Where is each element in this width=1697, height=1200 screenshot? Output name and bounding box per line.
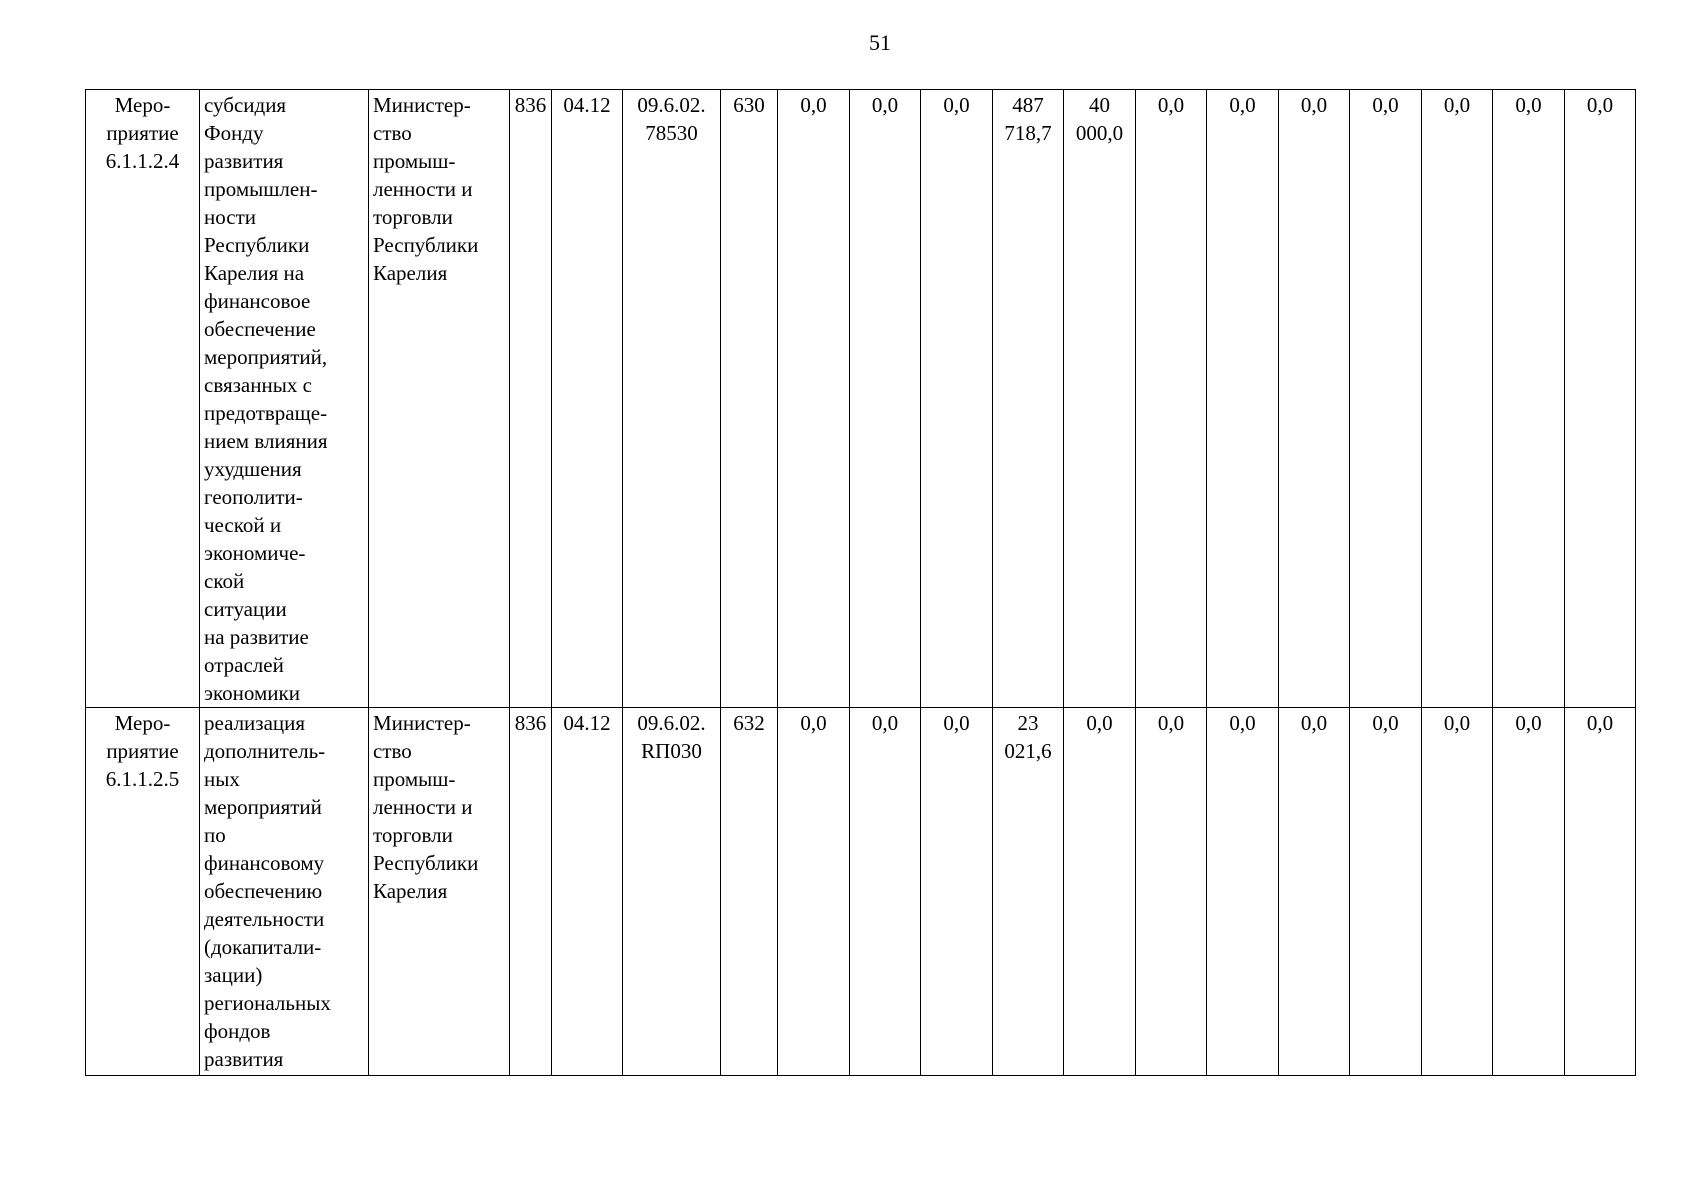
rzpr-cell: 04.12: [552, 90, 623, 708]
value-cell: 0,0: [1350, 708, 1422, 1076]
value-cell: 0,0: [1279, 90, 1350, 708]
value-cell: 0,0: [1064, 708, 1136, 1076]
grbs-cell: 836: [510, 90, 552, 708]
value-cell: 0,0: [1422, 708, 1493, 1076]
value-cell: 0,0: [778, 708, 850, 1076]
value-cell: 0,0: [1493, 708, 1565, 1076]
value-cell: 0,0: [921, 90, 993, 708]
table-row: [86, 90, 1636, 708]
value-cell: 0,0: [1422, 90, 1493, 708]
value-cell: 0,0: [1136, 708, 1207, 1076]
value-cell: 0,0: [1279, 708, 1350, 1076]
value-cell: 23 021,6: [993, 708, 1064, 1076]
value-cell: 0,0: [1136, 90, 1207, 708]
rzpr-cell: 04.12: [552, 708, 623, 1076]
csr-cell: 09.6.02. RП030: [623, 708, 721, 1076]
value-cell: 0,0: [1493, 90, 1565, 708]
value-cell: 40 000,0: [1064, 90, 1136, 708]
vr-cell: 630: [721, 90, 778, 708]
budget-table: [85, 89, 1636, 1076]
organization-cell: Министер- ство промыш- ленности и торговли Республики Карелия: [369, 90, 510, 708]
value-cell: 0,0: [1207, 708, 1279, 1076]
value-cell: 0,0: [1207, 90, 1279, 708]
event-cell: Меро- приятие 6.1.1.2.4: [86, 90, 200, 708]
table-row: [86, 708, 1636, 1076]
value-cell: 487 718,7: [993, 90, 1064, 708]
event-cell: Меро- приятие 6.1.1.2.5: [86, 708, 200, 1076]
value-cell: 0,0: [1565, 90, 1636, 708]
value-cell: 0,0: [1350, 90, 1422, 708]
vr-cell: 632: [721, 708, 778, 1076]
organization-cell: Министер- ство промыш- ленности и торговли Республики Карелия: [369, 708, 510, 1076]
page-number: 51: [869, 30, 891, 55]
value-cell: 0,0: [778, 90, 850, 708]
value-cell: 0,0: [1565, 708, 1636, 1076]
value-cell: 0,0: [850, 708, 921, 1076]
value-cell: 0,0: [850, 90, 921, 708]
grbs-cell: 836: [510, 708, 552, 1076]
event-name-cell: реализация дополнитель- ных мероприятий по финансовому обеспечению деятельности (докапитали- зации) региональных фондов развития: [200, 708, 369, 1076]
csr-cell: 09.6.02. 78530: [623, 90, 721, 708]
event-name-cell: субсидия Фонду развития промышлен- ности Республики Карелия на финансовое обеспечение мероприятий, связанных с предотвраще- нием влияния ухудшения геополити- ческой и экономиче- ской ситуации на развитие отраслей экономики: [200, 90, 369, 708]
value-cell: 0,0: [921, 708, 993, 1076]
